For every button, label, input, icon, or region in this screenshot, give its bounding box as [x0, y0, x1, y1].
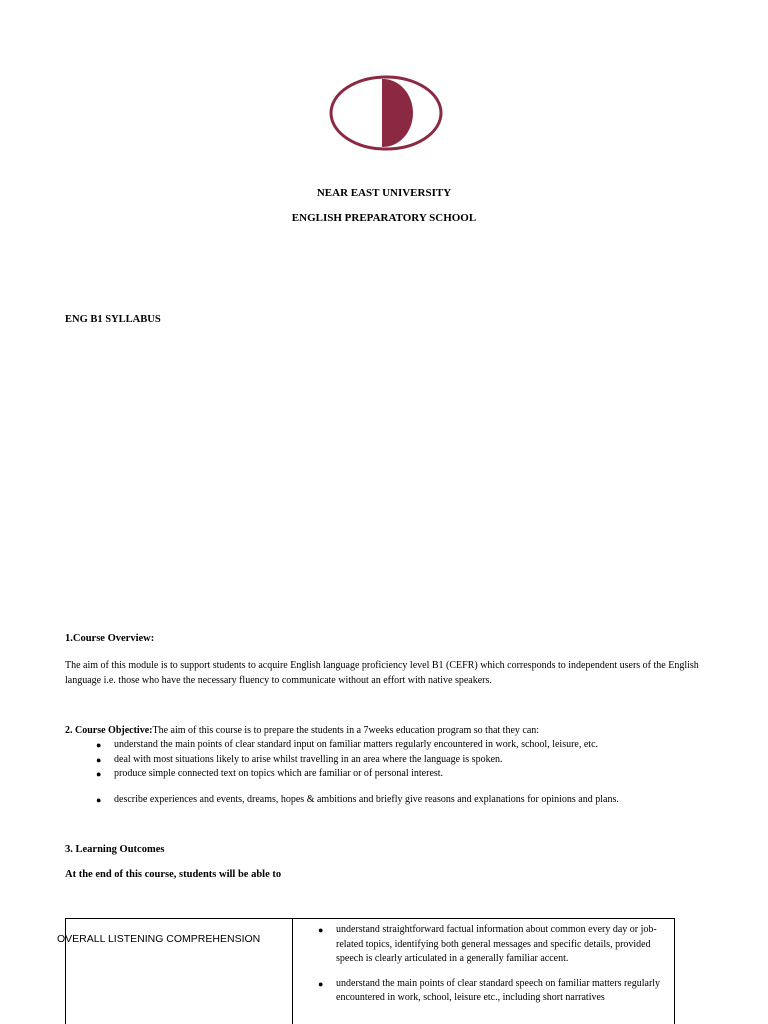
list-item: ● describe experiences and events, dreams, hopes & ambitions and briefly give reasons and explanations for opinions and plans. [96, 793, 619, 808]
overview-body: The aim of this module is to support students to acquire English language proficiency level B1 (CEFR) which corresponds to independent users of the English language i.e. those who have the necessary fluency to communicate without an effort with native speakers. [65, 660, 699, 686]
bullet-icon: ● [96, 769, 102, 779]
list-item: ● understand the main points of clear standard input on familiar matters regularly encountered in work, school, leisure, etc. [96, 738, 619, 753]
outcomes-heading: 3. Learning Outcomes [65, 844, 165, 855]
school-name: ENGLISH PREPARATORY SCHOOL [291, 212, 477, 224]
outcomes-subheading: At the end of this course, students will be able to [65, 869, 282, 880]
bullet-icon: ● [96, 740, 102, 750]
university-logo [328, 73, 444, 153]
table-divider [292, 918, 293, 1024]
list-item: ● understand straightforward factual information about common every day or job-related topics, identifying both general messages and specific details, provided speech is clearly articulated in a generally familiar accent. [318, 924, 657, 964]
table-row-items [318, 923, 668, 1016]
overview-heading: 1.Course Overview: [65, 633, 155, 644]
university-name: NEAR EAST UNIVERSITY [316, 187, 452, 199]
bullet-icon: ● [96, 754, 102, 765]
syllabus-title: ENG B1 SYLLABUS [65, 314, 161, 325]
objective-line [65, 723, 539, 738]
list-item: ● understand the main points of clear standard speech on familiar matters regularly encountered in work, school, leisure etc., including short narratives [318, 977, 661, 1003]
list-item: ● produce simple connected text on topics which are familiar or of personal interest. [96, 767, 619, 782]
objective-heading: 2. Course Objective: [65, 725, 153, 736]
bullet-icon: ● [96, 794, 102, 805]
list-item: ● deal with most situations likely to arise whilst travelling in an area where the language is spoken. [96, 753, 619, 768]
bullet-icon: ● [318, 925, 324, 935]
objective-intro: The aim of this course is to prepare the students in a 7weeks education program so that they can: [152, 725, 540, 736]
objective-list [96, 738, 619, 807]
table-row-label: OVERALL LISTENING COMPREHENSION [57, 933, 261, 945]
bullet-icon: ● [318, 978, 324, 989]
